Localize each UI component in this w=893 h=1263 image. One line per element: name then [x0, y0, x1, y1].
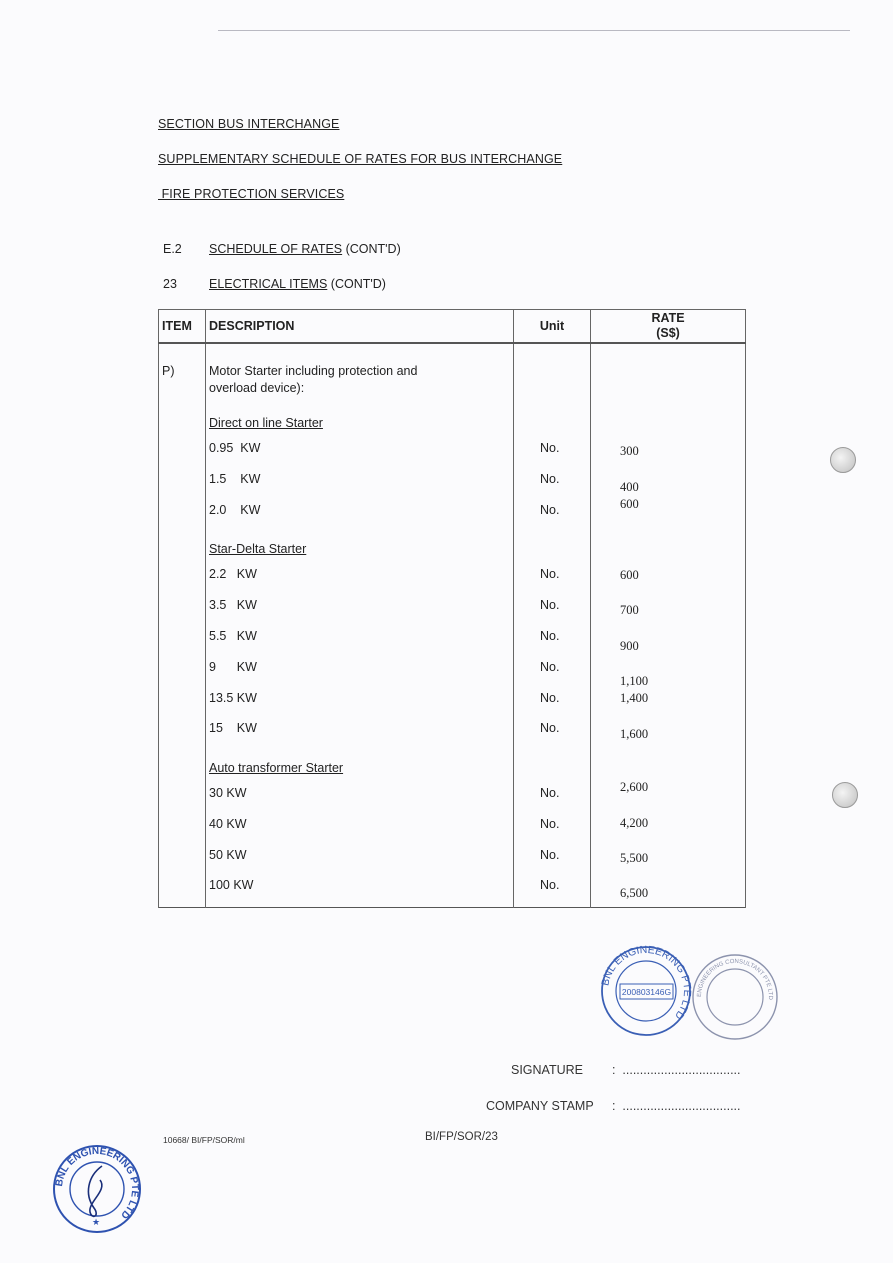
row-rate: 600	[620, 497, 639, 511]
row-unit: No.	[540, 721, 560, 735]
seal-arc-text: BNL ENGINEERING PTE LTD	[53, 1145, 141, 1221]
section-title: SCHEDULE OF RATES	[209, 242, 343, 256]
col-header-unit: Unit	[514, 310, 591, 344]
subsection-suffix: (CONT'D)	[327, 277, 386, 291]
table-header-row	[159, 310, 746, 344]
subsection-heading	[209, 277, 386, 291]
row-desc: 50 KW	[209, 848, 247, 862]
description-cell	[206, 343, 514, 908]
row-unit: No.	[540, 441, 560, 455]
group-title: Star-Delta Starter	[209, 542, 307, 556]
row-unit: No.	[540, 848, 560, 862]
row-unit: No.	[540, 660, 560, 674]
company-seal	[50, 1142, 144, 1236]
section-suffix: (CONT'D)	[342, 242, 401, 256]
seal-star-icon: ★	[91, 1217, 101, 1227]
row-rate: 600	[620, 568, 639, 582]
company-stamp-label: COMPANY STAMP	[486, 1099, 594, 1113]
page-code: BI/FP/SOR/23	[425, 1131, 498, 1143]
header-service-title: FIRE PROTECTION SERVICES	[158, 187, 345, 201]
item-cell	[159, 343, 206, 908]
row-desc: 100 KW	[209, 878, 254, 892]
company-stamp	[598, 944, 694, 1038]
rate-cell	[591, 343, 746, 908]
rate-header-line2: (S$)	[656, 326, 680, 340]
second-stamp	[690, 952, 780, 1042]
company-stamp-field: : ..................................	[612, 1099, 741, 1113]
punch-hole	[830, 447, 856, 473]
svg-text:BNL ENGINEERING PTE LTD	[599, 944, 693, 1022]
col-header-rate	[591, 310, 746, 344]
row-unit: No.	[540, 629, 560, 643]
col-header-item: ITEM	[159, 310, 206, 344]
row-desc: 3.5 KW	[209, 598, 257, 612]
row-rate: 900	[620, 639, 639, 653]
row-desc: 9 KW	[209, 660, 257, 674]
row-desc: 1.5 KW	[209, 472, 261, 486]
row-unit: No.	[540, 691, 560, 705]
row-rate: 1,400	[620, 691, 649, 705]
subsection-title: ELECTRICAL ITEMS	[209, 277, 328, 291]
subsection-number: 23	[163, 277, 177, 291]
stamp-reg-no: 200803146G	[621, 987, 672, 997]
row-rate: 400	[620, 480, 639, 494]
row-desc: 5.5 KW	[209, 629, 257, 643]
row-unit: No.	[540, 567, 560, 581]
group-title: Direct on line Starter	[209, 416, 323, 430]
row-desc: 0.95 KW	[209, 441, 261, 455]
stamp-arc-text: BNL ENGINEERING PTE LTD	[599, 944, 694, 1022]
row-rate: 4,200	[620, 816, 649, 830]
row-desc: 13.5 KW	[209, 691, 257, 705]
punch-hole	[832, 782, 858, 808]
document-reference: 10668/ BI/FP/SOR/ml	[163, 1135, 245, 1145]
section-heading	[209, 242, 401, 256]
table-body-row	[159, 343, 746, 908]
row-rate: 300	[620, 444, 639, 458]
row-unit: No.	[540, 598, 560, 612]
second-stamp-text: ENGINEERING CONSULTANT PTE LTD	[696, 958, 774, 1000]
row-desc: 30 KW	[209, 786, 247, 800]
section-number: E.2	[163, 242, 182, 256]
row-rate: 700	[620, 603, 639, 617]
row-rate: 2,600	[620, 780, 649, 794]
row-desc: 2.0 KW	[209, 503, 261, 517]
row-rate: 1,100	[620, 674, 649, 688]
col-header-description: DESCRIPTION	[206, 310, 514, 344]
row-desc: 2.2 KW	[209, 567, 257, 581]
unit-cell	[514, 343, 591, 908]
row-unit: No.	[540, 472, 560, 486]
header-section-title: SECTION BUS INTERCHANGE	[158, 117, 340, 131]
group-title: Auto transformer Starter	[209, 761, 344, 775]
row-unit: No.	[540, 503, 560, 517]
signature-field: : ..................................	[612, 1063, 741, 1077]
row-rate: 1,600	[620, 727, 649, 741]
signature-scribble	[88, 1166, 102, 1216]
top-rule	[218, 30, 850, 31]
row-desc: 40 KW	[209, 817, 247, 831]
signature-label: SIGNATURE	[511, 1063, 583, 1077]
schedule-table	[158, 309, 746, 908]
row-unit: No.	[540, 817, 560, 831]
row-unit: No.	[540, 786, 560, 800]
header-schedule-title: SUPPLEMENTARY SCHEDULE OF RATES FOR BUS INTERCHANGE	[158, 152, 563, 166]
row-rate: 6,500	[620, 886, 649, 900]
row-rate: 5,500	[620, 851, 649, 865]
row-unit: No.	[540, 878, 560, 892]
intro-line: overload device):	[209, 381, 305, 395]
item-code: P)	[162, 364, 175, 378]
intro-line: Motor Starter including protection and	[209, 364, 418, 378]
rate-header-line1: RATE	[651, 311, 685, 325]
row-desc: 15 KW	[209, 721, 257, 735]
